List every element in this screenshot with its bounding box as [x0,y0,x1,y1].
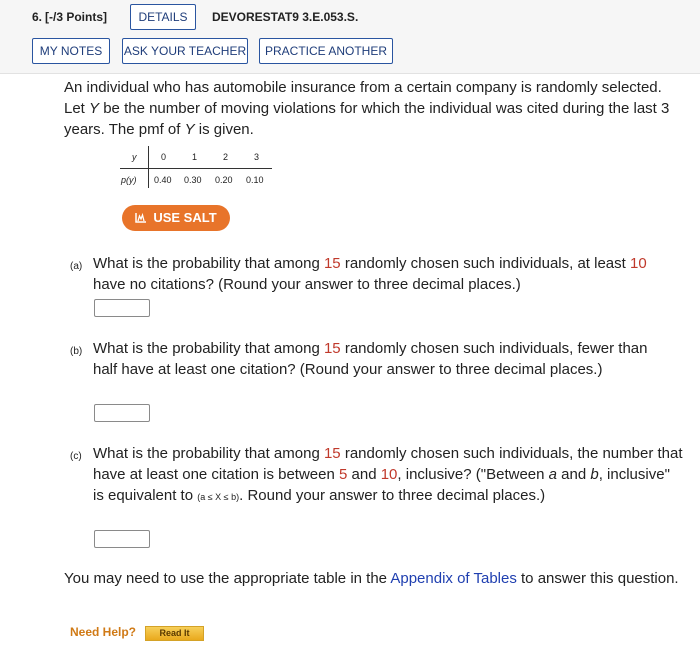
use-salt-button[interactable] [122,205,230,231]
part-b-answer-input[interactable] [94,404,150,422]
part-b-question: What is the probability that among 15 randomly chosen such individuals, fewer than half have at least one citation? (Round your answer to three decimal places.) [93,340,648,378]
question-code: DEVORESTAT9 3.E.053.S. [212,10,359,24]
pmf-y-header: y [132,152,137,162]
part-a-question: What is the probability that among 15 randomly chosen such individuals, at least 10 have no citations? (Round your answer to three decimal places.) [93,255,647,293]
part-c-answer-input[interactable] [94,530,150,548]
read-it-button[interactable]: Read It [145,626,204,641]
question-points: [-/3 Points] [45,10,107,24]
pmf-p-value: 0.10 [246,175,264,185]
part-a-answer-input[interactable] [94,299,150,317]
salt-chart-icon [135,212,147,223]
pmf-p-header: p(y) [121,175,137,185]
pmf-table-divider [148,146,149,188]
appendix-note: You may need to use the appropriate table in the Appendix of Tables to answer this question. [64,570,679,587]
my-notes-button[interactable]: MY NOTES [32,38,110,64]
details-button[interactable]: DETAILS [130,4,196,30]
pmf-y-value: 0 [161,152,167,162]
problem-statement: An individual who has automobile insurance from a certain company is randomly selected. Let Y be the number of moving violations for which the individual was cited during the last 3 years. The pmf of Y is given. [64,79,670,138]
part-b-label: (b) [70,346,83,357]
pmf-y-value: 1 [192,152,198,162]
part-a-label: (a) [70,261,83,272]
pmf-y-value: 2 [223,152,229,162]
need-help-label: Need Help? [70,625,137,639]
pmf-table-rule [120,168,272,169]
use-salt-label: USE SALT [153,210,217,225]
pmf-p-value: 0.40 [154,175,172,185]
appendix-of-tables-link[interactable]: Appendix of Tables [390,570,517,587]
pmf-y-value: 3 [254,152,260,162]
ask-your-teacher-button[interactable]: ASK YOUR TEACHER [122,38,248,64]
pmf-p-value: 0.30 [184,175,202,185]
part-c-question: What is the probability that among 15 randomly chosen such individuals, the number that have at least one citation is between 5 and 10, inclusive? ("Between a and b, inclusive" is equivalent to (a ≤ X ≤ b). Round your answer to three decimal places.) [93,445,683,504]
practice-another-button[interactable]: PRACTICE ANOTHER [259,38,393,64]
part-c-label: (c) [70,451,82,462]
pmf-p-value: 0.20 [215,175,233,185]
question-number: 6. [32,10,43,24]
